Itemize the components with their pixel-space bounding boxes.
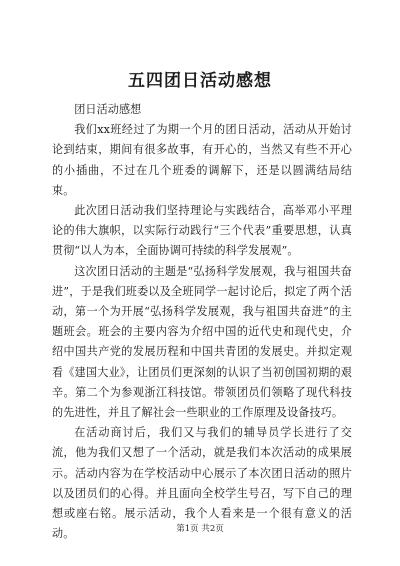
paragraph-2: 此次团日活动我们坚持理论与实践结合，高举邓小平理论的伟大旗帜，以实际行动践行“三个代表”重要思想，认真贯彻“以人为本，全面协调可持续的科学发展观”。 — [52, 204, 352, 258]
paragraph-4: 在活动商讨后，我们又与我们的辅导员学长进行了交流，他为我们又想了一个活动，就是我们本次活动的成果展示。活动内容为在学校活动中心展示了本次团日活动的照片以及团员们的心得。并且面向全校学生号召，写下自己的理想或座右铭。展示活动，我个人看来是一个很有意义的活动。 — [52, 426, 352, 541]
paragraph-3: 这次团日活动的主题是“弘扬科学发展观，我与祖国共奋进”，于是我们班委以及全班同学一起讨论后，拟定了两个活动，第一个为开展“弘扬科学发展观，我与祖国共奋进”的主题班会。班会的主要内容为介绍中国的近代史和现代史，介绍中国共产党的发展历程和中国共青团的发展史。并拟定观看《建国大业》，让团员们更深刻的认识了当初创国初期的艰辛。第二个为参观浙江科技馆。带领团员们领略了现代科技的先进性，并且了解社会一些职业的工作原理及设备技巧。 — [52, 264, 352, 420]
document-body — [52, 100, 352, 544]
paragraph-heading: 团日活动感想 — [74, 103, 142, 116]
paragraph-1: 我们xx班经过了为期一个月的团日活动，活动从开始讨论到结束，期间有很多故事，有开心的，当然又有些不开心的小插曲，不过在几个班委的调解下，还是以圆满结局结束。 — [52, 123, 352, 197]
page-footer: 第1页 共2页 — [176, 524, 224, 534]
document-title: 五四团日活动感想 — [128, 71, 272, 91]
